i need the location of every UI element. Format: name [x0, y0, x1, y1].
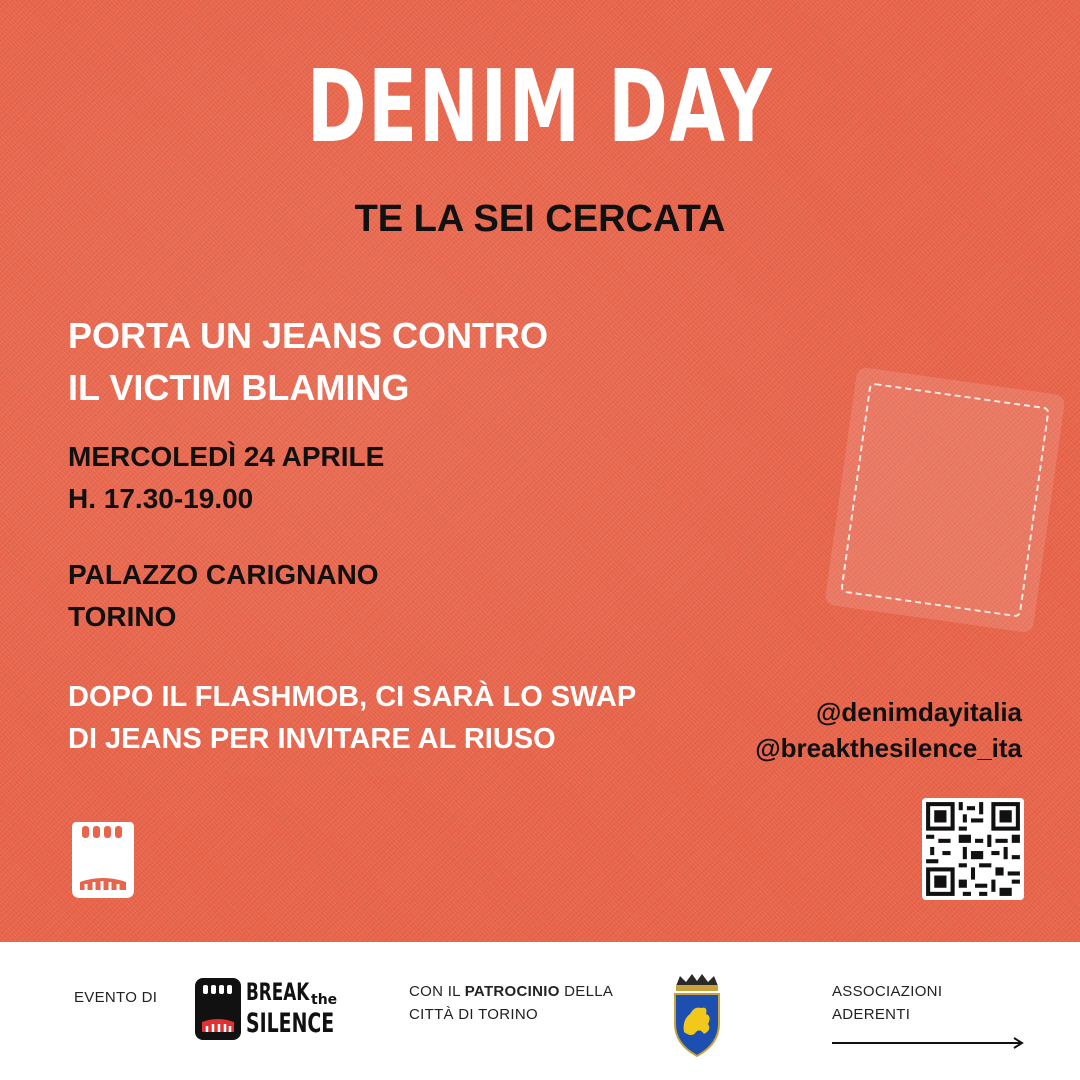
patronage-suffix: DELLA [559, 983, 614, 1000]
jeans-pocket-graphic [824, 367, 1065, 634]
handle-denimday[interactable]: @denimdayitalia [816, 697, 1022, 727]
patronage-prefix: CON IL [409, 983, 465, 1000]
location [68, 554, 379, 638]
associations-line-2: ADERENTI [832, 1006, 911, 1023]
logo-word-silence: SILENCE [246, 1008, 335, 1039]
patronage-text [409, 980, 613, 1026]
patronage-line-2: CITTÀ DI TORINO [409, 1006, 538, 1023]
patronage-bold: PATROCINIO [464, 983, 560, 1000]
footer [0, 942, 1080, 1080]
social-handles [755, 694, 1022, 766]
event-date: MERCOLEDÌ 24 APRILE [68, 441, 385, 472]
break-the-silence-logo-icon [70, 818, 136, 900]
swap-note-line-1: DOPO IL FLASHMOB, CI SARÀ LO SWAP [68, 681, 637, 713]
event-subtitle: TE LA SEI CERCATA [354, 198, 726, 240]
patronage-line-1 [409, 980, 613, 1003]
headline [68, 310, 548, 414]
event-title: DENIM DAY [306, 48, 774, 165]
break-the-silence-mark-icon [195, 978, 241, 1040]
swap-note [68, 676, 636, 760]
handle-breakthesilence[interactable]: @breakthesilence_ita [755, 733, 1022, 763]
event-time: H. 17.30-19.00 [68, 483, 254, 514]
headline-line-2: IL VICTIM BLAMING [68, 367, 410, 408]
event-city: TORINO [68, 601, 177, 632]
logo-word-the: the [311, 992, 338, 1008]
qr-code[interactable] [922, 798, 1024, 900]
associations-line-1: ASSOCIAZIONI [832, 983, 943, 1000]
event-by-label: EVENTO DI [74, 989, 158, 1006]
swap-note-line-2: DI JEANS PER INVITARE AL RIUSO [68, 723, 556, 755]
associations-label [832, 980, 942, 1026]
arrow-right-icon[interactable] [832, 1036, 1026, 1050]
torino-coat-of-arms-icon [670, 972, 724, 1058]
event-venue: PALAZZO CARIGNANO [68, 559, 379, 590]
date-time [68, 436, 384, 520]
headline-line-1: PORTA UN JEANS CONTRO [68, 315, 549, 356]
logo-word-break: BREAK [246, 978, 310, 1006]
